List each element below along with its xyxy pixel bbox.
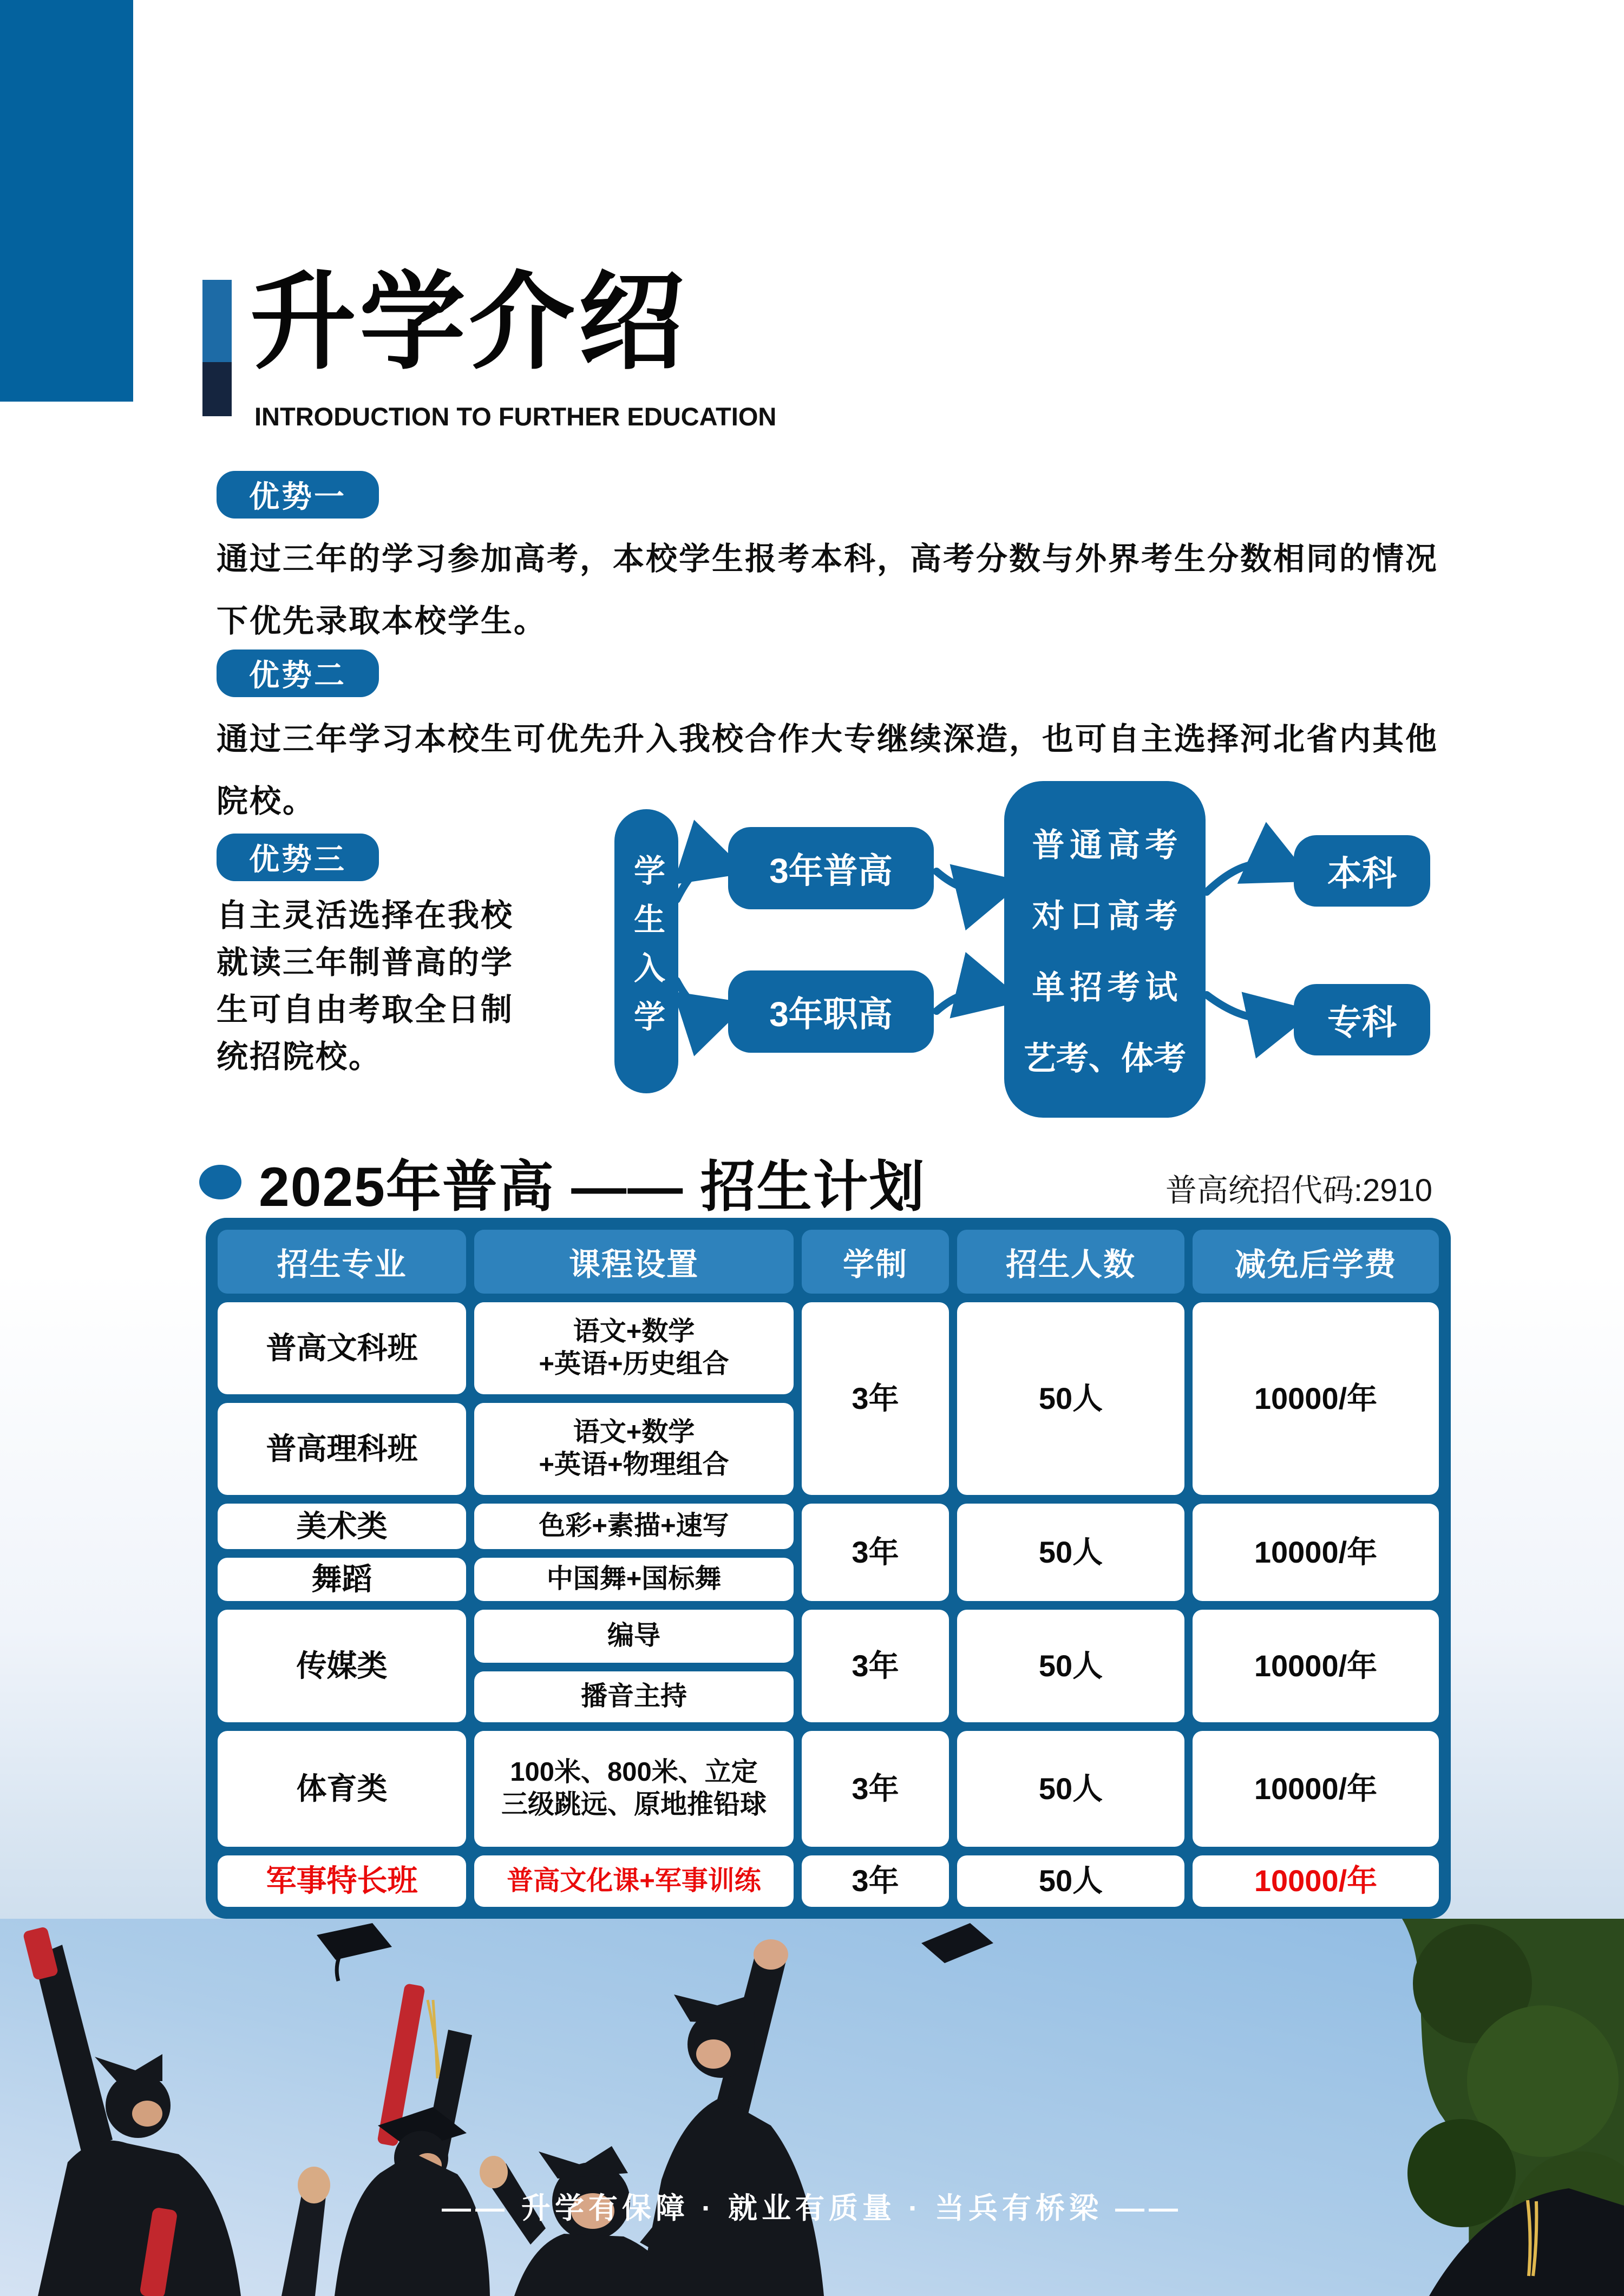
column-header-students: 招生人数 bbox=[957, 1230, 1184, 1294]
flow-box-regular-high-school: 3年普高 bbox=[728, 827, 934, 909]
flow-entry-label: 学生入学 bbox=[629, 854, 664, 1049]
course-line: +英语+历史组合 bbox=[539, 1349, 729, 1379]
page-title: 升学介绍 bbox=[250, 263, 688, 382]
course-line: 中国舞+国标舞 bbox=[546, 1564, 722, 1594]
advantage-3-text: 自主灵活选择在我校就读三年制普高的学生可自由考取全日制统招院校。 bbox=[217, 898, 514, 1074]
advantage-3-badge: 优势三 bbox=[217, 834, 379, 881]
flow-outcome-bachelor: 本科 bbox=[1294, 835, 1430, 907]
cell-duration-group4: 3年 bbox=[802, 1731, 949, 1847]
title-accent-bar-light bbox=[202, 280, 232, 362]
cell-major-media: 传媒类 bbox=[218, 1610, 466, 1722]
flow-exam-box bbox=[1004, 781, 1206, 1118]
cell-major-military: 军事特长班 bbox=[218, 1855, 466, 1907]
cell-students-group4: 50人 bbox=[957, 1731, 1184, 1847]
cell-fee-group4: 10000/年 bbox=[1193, 1731, 1439, 1847]
enrollment-plan-table bbox=[206, 1218, 1451, 1919]
flow-box-vocational-high-school: 3年职高 bbox=[728, 970, 934, 1053]
cell-major-dance: 舞蹈 bbox=[218, 1558, 466, 1601]
advantage-1-text: 通过三年的学习参加高考，本校学生报考本科，高考分数与外界考生分数相同的情况下优先录取本校学生。 bbox=[217, 541, 1439, 639]
course-line: 语文+数学 bbox=[573, 1317, 695, 1347]
title-accent-bar-dark bbox=[202, 362, 232, 416]
course-line: 色彩+素描+速写 bbox=[539, 1511, 729, 1541]
cell-course-military bbox=[474, 1855, 794, 1907]
cell-students-group3: 50人 bbox=[957, 1610, 1184, 1722]
cell-duration-group1: 3年 bbox=[802, 1302, 949, 1495]
flow-exam-line-3: 单招考试 bbox=[1032, 969, 1183, 1006]
section-bullet-dot bbox=[199, 1165, 241, 1199]
cell-course-science bbox=[474, 1403, 794, 1495]
course-line: 普高文化课+军事训练 bbox=[507, 1866, 761, 1895]
graduation-photo bbox=[0, 1919, 1624, 2296]
cell-course-sports bbox=[474, 1731, 794, 1847]
advantage-2-text: 通过三年学习本校生可优先升入我校合作大专继续深造，也可自主选择河北省内其他院校。 bbox=[217, 721, 1439, 819]
cell-course-directing bbox=[474, 1610, 794, 1663]
column-header-duration: 学制 bbox=[802, 1230, 949, 1294]
cell-students-group2: 50人 bbox=[957, 1504, 1184, 1601]
cell-course-fine-arts bbox=[474, 1504, 794, 1549]
cell-course-broadcasting bbox=[474, 1671, 794, 1722]
page-subtitle: INTRODUCTION TO FURTHER EDUCATION bbox=[254, 402, 777, 431]
plan-section-title: 2025年普高 —— 招生计划 bbox=[259, 1156, 926, 1218]
cell-fee-group2: 10000/年 bbox=[1193, 1504, 1439, 1601]
footer-slogan: —— 升学有保障 · 就业有质量 · 当兵有桥梁 —— bbox=[442, 2192, 1182, 2225]
flow-outcome-associate: 专科 bbox=[1294, 984, 1430, 1055]
cell-duration-group5: 3年 bbox=[802, 1855, 949, 1907]
column-header-courses: 课程设置 bbox=[474, 1230, 794, 1294]
plan-admission-code: 普高统招代码:2910 bbox=[1165, 1173, 1432, 1208]
flow-exam-line-2: 对口高考 bbox=[1032, 898, 1183, 935]
cell-major-sports: 体育类 bbox=[218, 1731, 466, 1847]
flow-exam-line-1: 普通高考 bbox=[1032, 827, 1183, 864]
cell-major-liberal-arts: 普高文科班 bbox=[218, 1302, 466, 1394]
advantage-1-badge: 优势一 bbox=[217, 471, 379, 519]
cell-major-fine-arts: 美术类 bbox=[218, 1504, 466, 1549]
course-line: 播音主持 bbox=[580, 1682, 687, 1711]
course-line: 三级跳远、原地推铅球 bbox=[501, 1790, 767, 1819]
cell-course-dance bbox=[474, 1558, 794, 1601]
flow-entry-pill bbox=[614, 809, 678, 1093]
cell-students-group5: 50人 bbox=[957, 1855, 1184, 1907]
cell-duration-group2: 3年 bbox=[802, 1504, 949, 1601]
cell-students-group1: 50人 bbox=[957, 1302, 1184, 1495]
course-line: 语文+数学 bbox=[573, 1418, 695, 1447]
corner-accent-rect bbox=[0, 0, 133, 402]
column-header-major: 招生专业 bbox=[218, 1230, 466, 1294]
course-line: +英语+物理组合 bbox=[539, 1450, 729, 1479]
flow-exam-line-4: 艺考、体考 bbox=[1024, 1040, 1186, 1077]
cell-fee-group5: 10000/年 bbox=[1193, 1855, 1439, 1907]
advantage-2-badge: 优势二 bbox=[217, 650, 379, 697]
cell-fee-group3: 10000/年 bbox=[1193, 1610, 1439, 1722]
course-line: 编导 bbox=[607, 1621, 660, 1651]
graduation-photo-illustration bbox=[0, 1919, 1624, 2296]
course-line: 100米、800米、立定 bbox=[510, 1757, 758, 1787]
cell-duration-group3: 3年 bbox=[802, 1610, 949, 1722]
column-header-fee: 减免后学费 bbox=[1193, 1230, 1439, 1294]
cell-fee-group1: 10000/年 bbox=[1193, 1302, 1439, 1495]
cell-major-science: 普高理科班 bbox=[218, 1403, 466, 1495]
cell-course-liberal-arts bbox=[474, 1302, 794, 1394]
